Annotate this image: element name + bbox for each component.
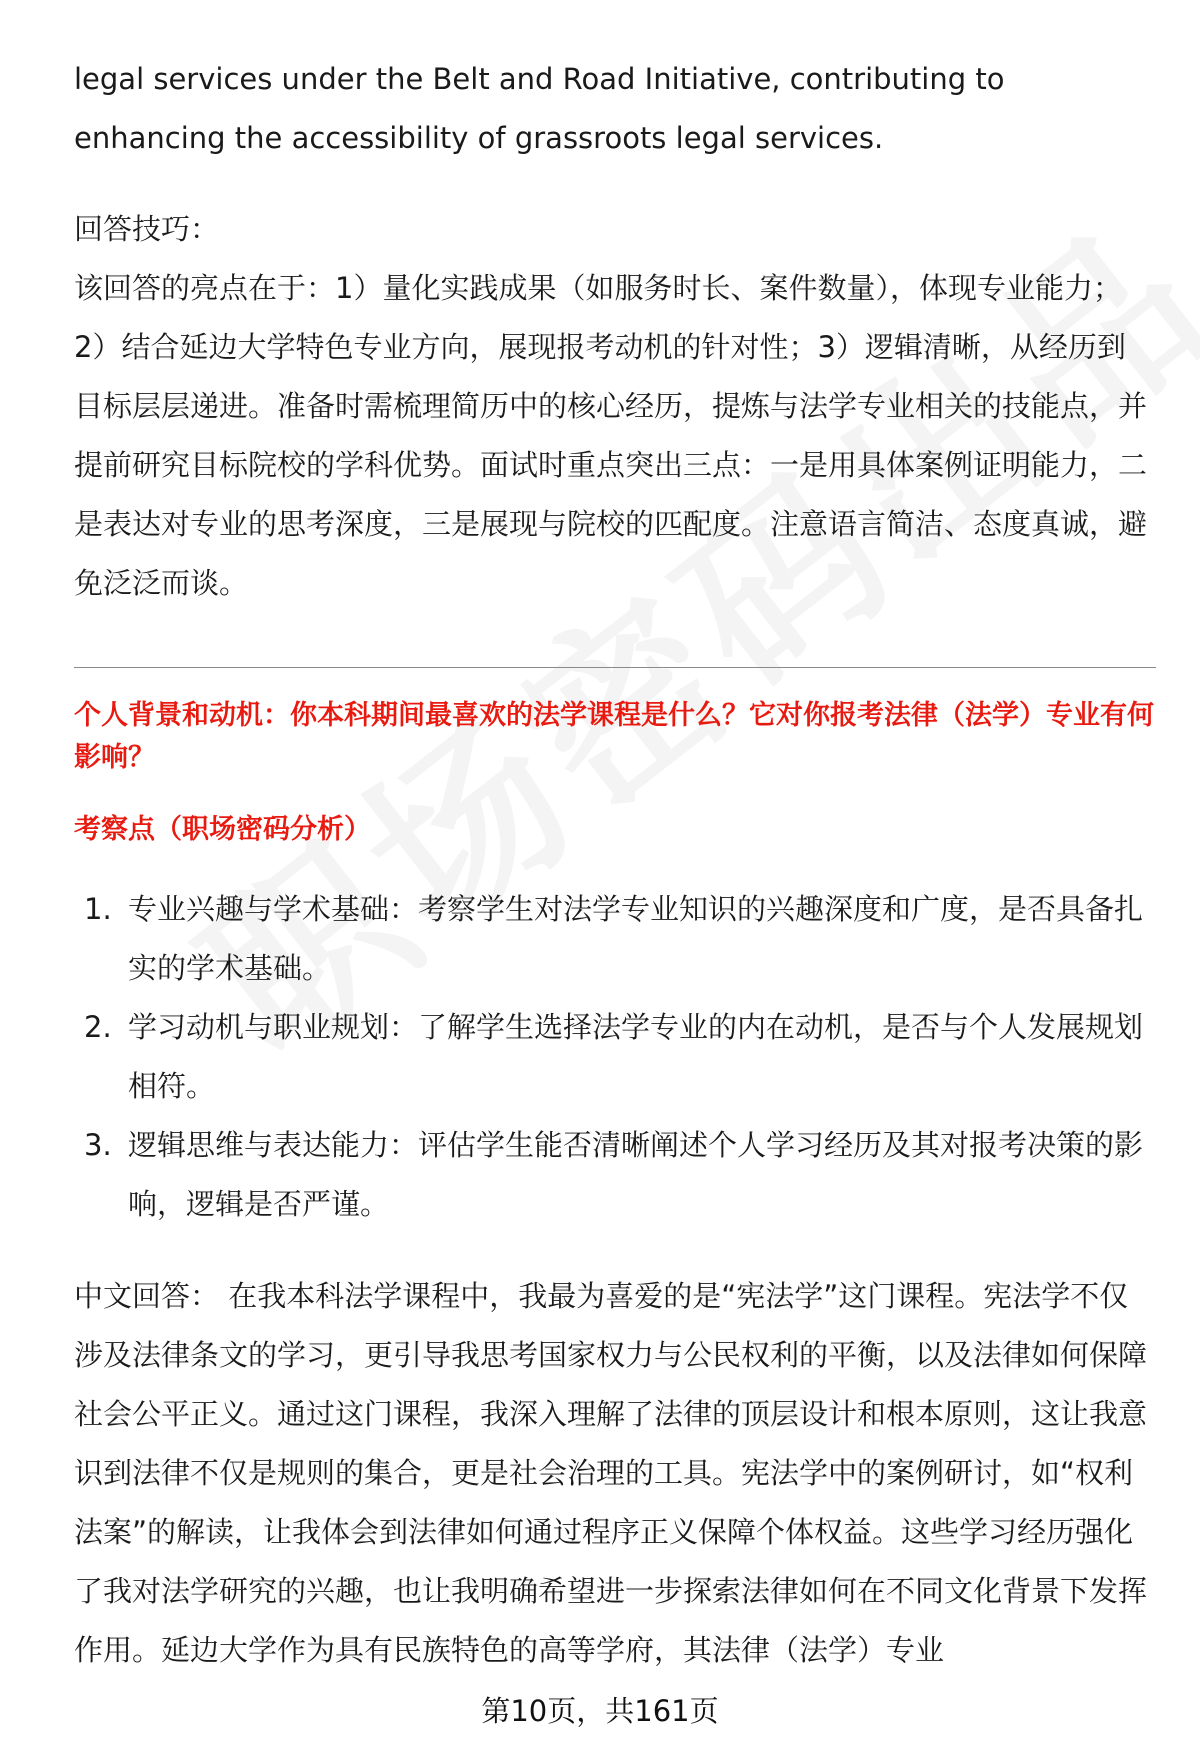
list-item <box>74 1116 1154 1234</box>
list-item-text: 专业兴趣与学术基础：考察学生对法学专业知识的兴趣深度和广度，是否具备扎实的学术基础。 <box>128 892 1144 985</box>
list-item-number: 1. <box>84 892 112 926</box>
list-item-text: 学习动机与职业规划：了解学生选择法学专业的内在动机，是否与个人发展规划相符。 <box>128 1010 1144 1103</box>
list-item <box>74 998 1154 1116</box>
list-item-number: 2. <box>84 1010 112 1044</box>
list-item-text: 逻辑思维与表达能力：评估学生能否清晰阐述个人学习经历及其对报考决策的影响，逻辑是否严谨。 <box>128 1128 1144 1221</box>
section-divider <box>74 667 1156 668</box>
page-footer: 第10页，共161页 <box>481 1694 719 1728</box>
answer-body: 在我本科法学课程中，我最为喜爱的是“宪法学”这门课程。宪法学不仅涉及法律条文的学习，更引导我思考国家权力与公民权利的平衡，以及法律如何保障社会公平正义。通过这门课程，我深入理解了法律的顶层设计和根本原则，这让我意识到法律不仅是规则的集合，更是社会治理的工具。宪法学中的案例研讨，如“权利法案”的解读，让我体会到法律如何通过程序正义保障个体权益。这些学习经历强化了我对法学研究的兴趣，也让我明确希望进一步探索法律如何在不同文化背景下发挥作用。延边大学作为具有民族特色的高等学府，其法律（法学）专业 <box>74 1279 1148 1667</box>
tips-label: 回答技巧： <box>74 212 220 246</box>
assessment-title: 考察点（职场密码分析） <box>74 814 371 845</box>
assessment-points <box>74 880 1154 1234</box>
list-item-number: 3. <box>84 1128 112 1162</box>
list-item <box>74 880 1154 998</box>
english-paragraph: legal services under the Belt and Road Initiative, contributing to enhancing the accessibility of grassroots legal services. <box>74 62 1005 155</box>
answer-paragraph <box>74 1267 1156 1680</box>
question-title: 个人背景和动机：你本科期间最喜欢的法学课程是什么？它对你报考法律（法学）专业有何影响？ <box>74 700 1154 773</box>
answer-label: 中文回答： <box>74 1279 220 1313</box>
tips-body: 该回答的亮点在于：1）量化实践成果（如服务时长、案件数量），体现专业能力；2）结合延边大学特色专业方向，展现报考动机的针对性；3）逻辑清晰，从经历到目标层层递进。准备时需梳理简历中的核心经历，提炼与法学专业相关的技能点，并提前研究目标院校的学科优势。面试时重点突出三点：一是用具体案例证明能力，二是表达对专业的思考深度，三是展现与院校的匹配度。注意语言简洁、态度真诚，避免泛泛而谈。 <box>74 271 1148 600</box>
